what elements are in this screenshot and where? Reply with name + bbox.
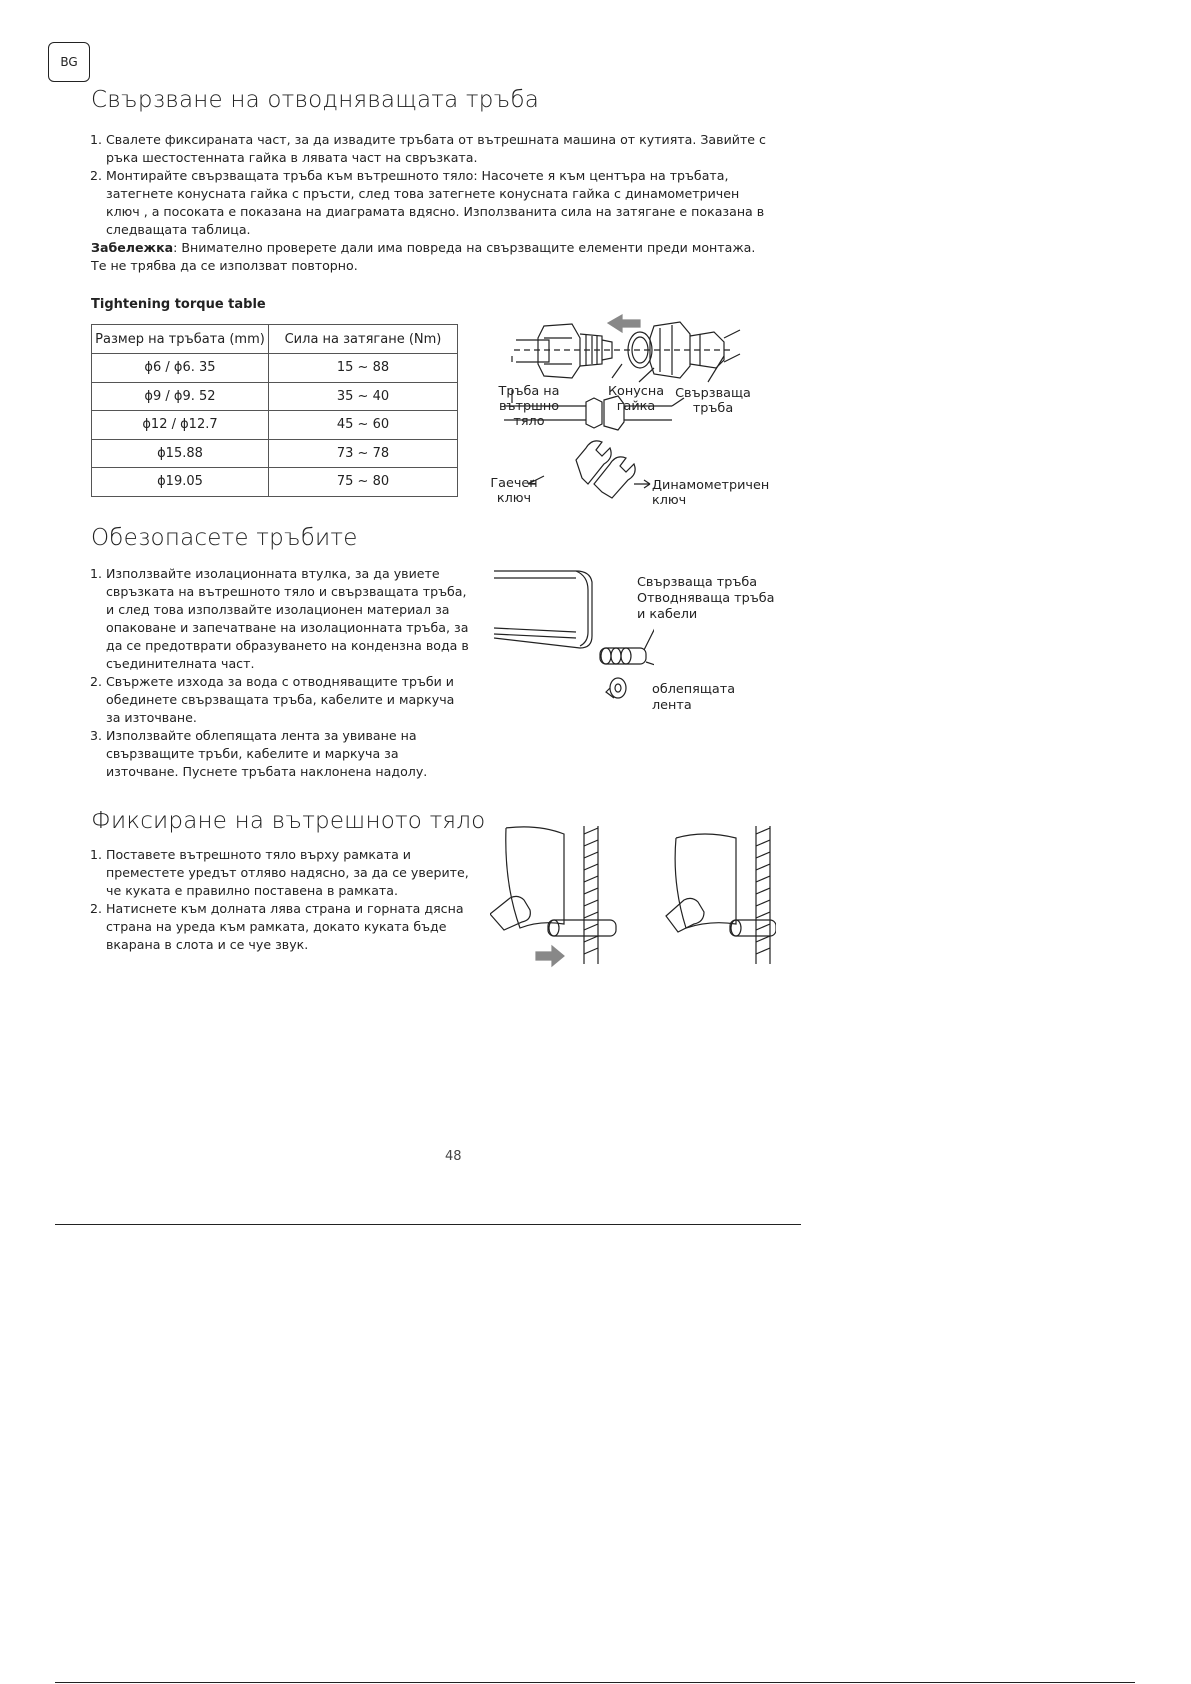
- label-flare-nut: Конусна гайка: [607, 384, 665, 414]
- table-cell: 45 ~ 60: [269, 411, 458, 440]
- table-cell: 73 ~ 78: [269, 439, 458, 468]
- table-cell: 35 ~ 40: [269, 382, 458, 411]
- column-header-torque: Сила на затягане (Nm): [269, 325, 458, 354]
- label-torque-wrench: Динамометричен ключ: [652, 478, 770, 508]
- table-cell: ϕ9 / ϕ9. 52: [92, 382, 269, 411]
- pipe-wrapping-diagram: [494, 566, 654, 716]
- note-label: Забележка: [91, 240, 174, 255]
- label-connecting-pipe: Свързваща тръба: [675, 386, 751, 416]
- torque-table: [91, 324, 458, 497]
- table-cell: ϕ6 / ϕ6. 35: [92, 354, 269, 383]
- language-badge: BG: [48, 42, 90, 82]
- page-number: 48: [445, 1149, 462, 1164]
- table-header-row: [92, 325, 458, 354]
- section2-body: [91, 565, 469, 781]
- section1-body: [91, 131, 767, 275]
- divider: [55, 1224, 801, 1225]
- table-title: Tightening torque table: [91, 297, 266, 312]
- section-heading-drain-pipe: Свързване на отводняващата тръба: [91, 87, 540, 113]
- section-heading-fix-indoor-unit: Фиксиране на вътрешното тяло: [91, 808, 486, 834]
- label-indoor-pipe: Тръба на вътршно тяло: [498, 384, 560, 429]
- note: [91, 239, 767, 275]
- table-cell: 75 ~ 80: [269, 468, 458, 497]
- section3-body: [91, 846, 469, 954]
- table-row: [92, 411, 458, 440]
- list-item: 1. Поставете вътрешното тяло върху рамката и преместете уредът отляво надясно, за да се уверите, че куката е правилно поставена в рамката.: [106, 846, 469, 900]
- note-text: : Внимателно проверете дали има повреда на свързващите елементи преди монтажа. Те не трябва да се използват повторно.: [91, 240, 756, 273]
- column-header-size: Размер на тръбата (mm): [92, 325, 269, 354]
- section-heading-secure-pipes: Обезопасете тръбите: [91, 525, 358, 551]
- list-item: 2. Монтирайте свързващата тръба към вътрешното тяло: Насочете я към центъра на тръбата, затегнете конусната гайка с пръсти, след това затегнете конусната гайка с динамометричен ключ , а посоката е показана на диаграмата вдясно. Използванита сила на затягане е показана в следващата таблица.: [106, 167, 767, 239]
- list-item: 3. Използвайте облепящата лента за увиване на свързващите тръби, кабелите и маркуча за източване. Пуснете тръбата наклонена надолу.: [106, 727, 469, 781]
- bottom-divider: [55, 1682, 1135, 1683]
- list-item: 2. Натиснете към долната лява страна и горната дясна страна на уреда към рамката, докато куката бъде вкарана в слота и се чуе звук.: [106, 900, 469, 954]
- table-cell: ϕ15.88: [92, 439, 269, 468]
- table-cell: 15 ~ 88: [269, 354, 458, 383]
- list-item: 1. Свалете фиксираната част, за да извадите тръбата от вътрешната машина от кутията. Завийте с ръка шестостенната гайка в лявата част на свръзката.: [106, 131, 767, 167]
- table-row: [92, 382, 458, 411]
- table-row: [92, 354, 458, 383]
- table-row: [92, 468, 458, 497]
- label-tape: облепящата лента: [652, 682, 736, 713]
- table-cell: ϕ19.05: [92, 468, 269, 497]
- label-pipes-cables: Свързваща тръба Отводняваща тръба и кабели: [637, 575, 775, 622]
- list-item: 2. Свържете изхода за вода с отводняващите тръби и обединете свързващата тръба, кабелите и маркуча за източване.: [106, 673, 469, 727]
- table-cell: ϕ12 / ϕ12.7: [92, 411, 269, 440]
- list-item: 1. Използвайте изолационната втулка, за да увиете свръзката на вътрешното тяло и свързващата тръба, и след това използвайте изолационен материал за опаковане и запечатване на изолационната тръба, за да се предотврати образуването на кондензна вода в съединителната част.: [106, 565, 469, 673]
- table-row: [92, 439, 458, 468]
- indoor-unit-mounting-diagram: [490, 824, 776, 974]
- label-spanner: Гаечен ключ: [490, 476, 538, 506]
